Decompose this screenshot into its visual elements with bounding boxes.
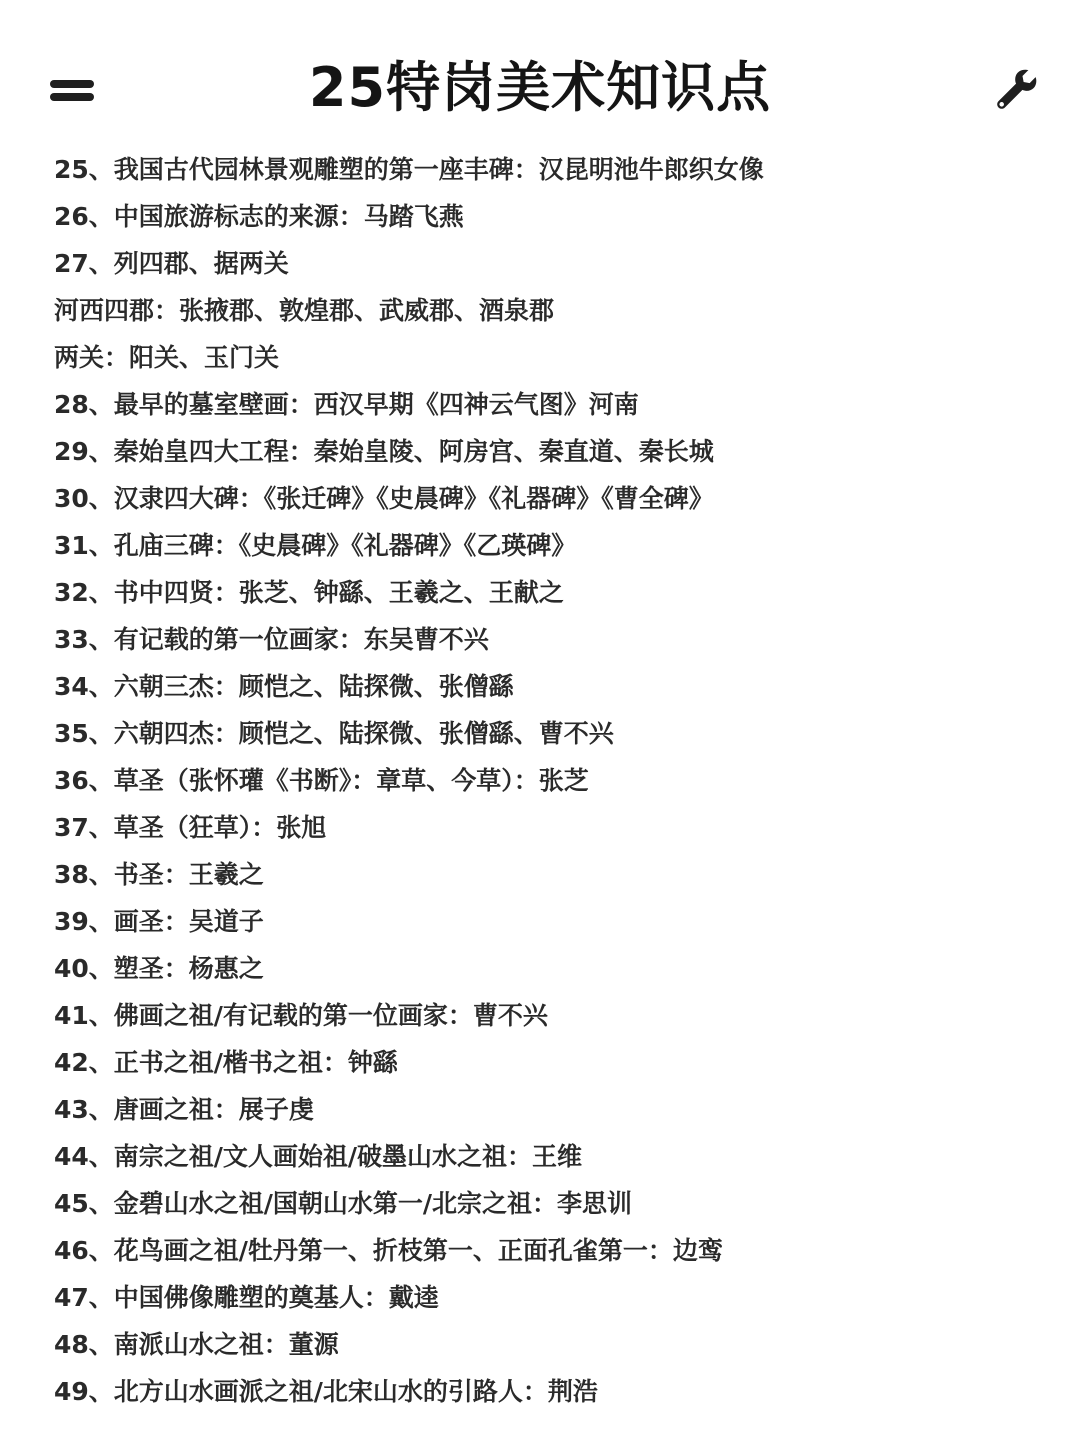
list-item: 43、唐画之祖：展子虔 xyxy=(54,1095,314,1124)
list-item: 42、正书之祖/楷书之祖：钟繇 xyxy=(54,1048,398,1077)
list-item: 41、佛画之祖/有记载的第一位画家：曹不兴 xyxy=(54,1001,548,1030)
list-item: 25、我国古代园林景观雕塑的第一座丰碑：汉昆明池牛郎织女像 xyxy=(54,155,764,184)
list-item: 46、花鸟画之祖/牡丹第一、折枝第一、正面孔雀第一：边鸾 xyxy=(54,1236,723,1265)
header xyxy=(0,0,1080,150)
list-item: 29、秦始皇四大工程：秦始皇陵、阿房宫、秦直道、秦长城 xyxy=(54,437,714,466)
list-item: 河西四郡：张掖郡、敦煌郡、武威郡、酒泉郡 xyxy=(54,296,555,325)
knowledge-list xyxy=(54,146,1044,1415)
list-item: 26、中国旅游标志的来源：马踏飞燕 xyxy=(54,202,464,231)
wrench-button[interactable] xyxy=(990,64,1042,116)
list-item: 45、金碧山水之祖/国朝山水第一/北宗之祖：李思训 xyxy=(54,1189,633,1218)
list-item: 28、最早的墓室壁画：西汉早期《四神云气图》河南 xyxy=(54,390,639,419)
page-title: 25特岗美术知识点 xyxy=(308,56,772,119)
list-item: 30、汉隶四大碑：《张迁碑》《史晨碑》《礼器碑》《曹全碑》 xyxy=(54,484,714,513)
list-item: 48、南派山水之祖：董源 xyxy=(54,1330,339,1359)
list-item: 两关：阳关、玉门关 xyxy=(54,343,280,372)
list-item: 49、北方山水画派之祖/北宋山水的引路人：荆浩 xyxy=(54,1377,598,1406)
list-item: 44、南宗之祖/文人画始祖/破墨山水之祖：王维 xyxy=(54,1142,583,1171)
list-item: 35、六朝四杰：顾恺之、陆探微、张僧繇、曹不兴 xyxy=(54,719,614,748)
list-item: 27、列四郡、据两关 xyxy=(54,249,289,278)
list-item: 31、孔庙三碑：《史晨碑》《礼器碑》《乙瑛碑》 xyxy=(54,531,577,560)
list-item: 38、书圣：王羲之 xyxy=(54,860,264,889)
list-item: 32、书中四贤：张芝、钟繇、王羲之、王献之 xyxy=(54,578,564,607)
list-item: 37、草圣（狂草）：张旭 xyxy=(54,813,327,842)
list-item: 33、有记载的第一位画家：东吴曹不兴 xyxy=(54,625,489,654)
wrench-icon xyxy=(990,64,1042,116)
list-item: 39、画圣：吴道子 xyxy=(54,907,264,936)
list-item: 36、草圣（张怀瓘《书断》：章草、今草）：张芝 xyxy=(54,766,589,795)
list-item: 47、中国佛像雕塑的奠基人：戴逵 xyxy=(54,1283,439,1312)
list-item: 34、六朝三杰：顾恺之、陆探微、张僧繇 xyxy=(54,672,514,701)
list-item: 40、塑圣：杨惠之 xyxy=(54,954,264,983)
